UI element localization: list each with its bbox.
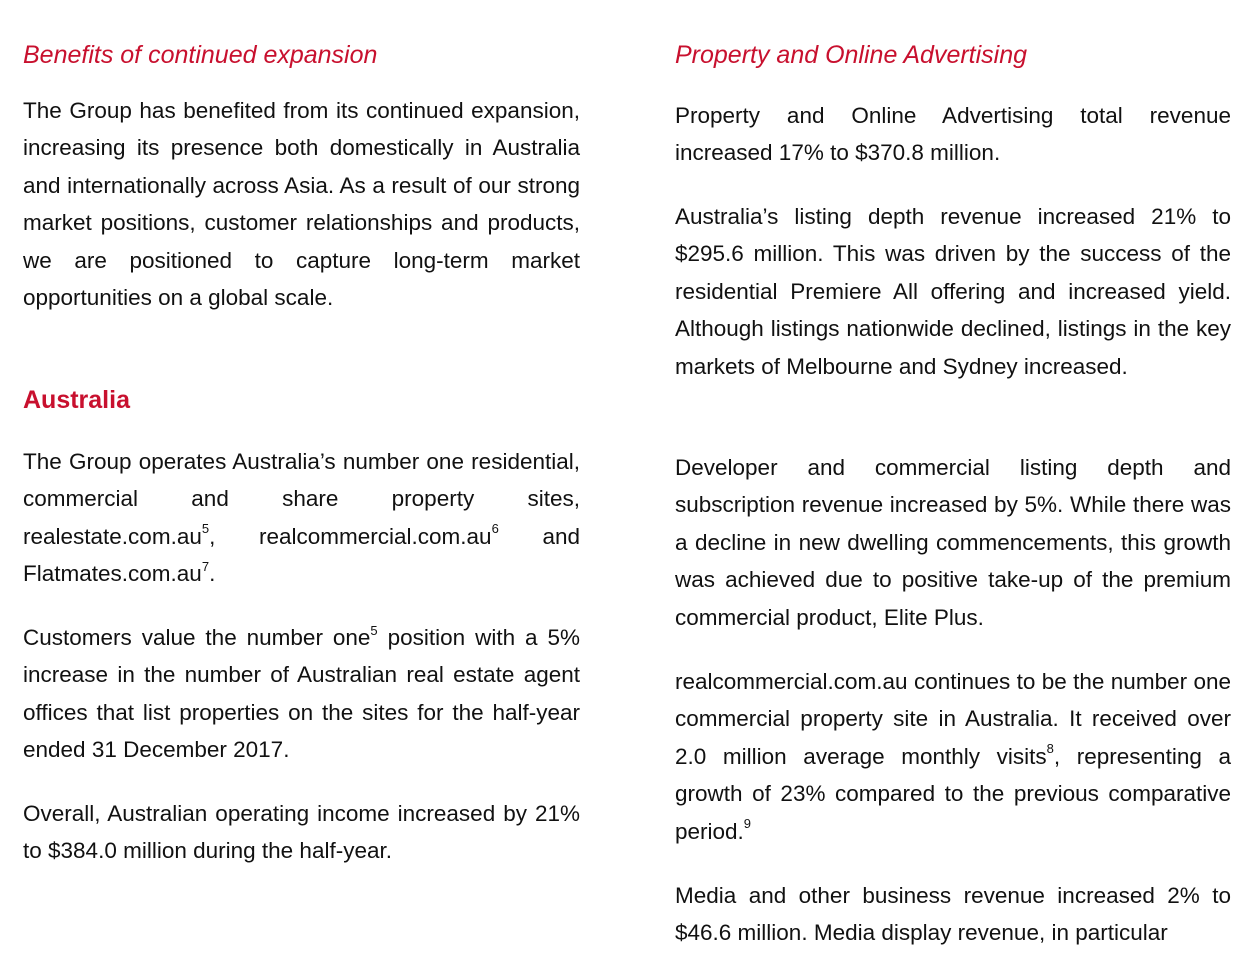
customers-paragraph: Customers value the number one$^5$ position with a 5% increase in the number of Australian real estate agent offices that list properties on the sites for the half-year ended 31 December 2017. [23,622,580,763]
footnote-ref: 5 [370,622,378,638]
benefits-paragraph: The Group has benefited from its continued expansion, increasing its presence both domestically in Australia and internationally across Asia. As a result of our strong market positions, customer relationships and products, we are positioned to capture long-term market opportunities on a global scale. [23,98,580,311]
developer-paragraph: Developer and commercial listing depth and subscription revenue increased by 5%. While there was a decline in new dwelling commencements, this growth was achieved due to positive take-up of the premium commercial product, Elite Plus. [675,455,1231,630]
footnote-ref: 5 [201,521,210,537]
australia-heading: Australia [23,386,130,414]
property-paragraph: Property and Online Advertising total revenue increased 17% to $370.8 million. [675,103,1231,166]
footnote-ref: 9 [743,816,752,832]
australia-paragraph: The Group operates Australia’s number one residential, commercial and share property sites, $realestate.com.au^5$, $realcommercial.com.au^6$ and $Flatmates.com.au^7$. [23,449,581,587]
footnote-ref: 6 [491,521,499,537]
media-paragraph: Media and other business revenue increased 2% to $46.6 million. Media display revenue, in particular [675,883,1231,946]
overall-paragraph: Overall, Australian operating income increased by 21% to $384.0 million during the half-year. [23,801,580,864]
property-heading: Property and Online Advertising [675,41,1028,69]
footnote-ref: 8 [1046,741,1054,757]
realcommercial-paragraph: realcommercial.com.au continues to be the number one commercial property site in Australia. It received over 2.0 million average monthly visits$^8$, representing a growth of 23% compared to the previous comparative period.$^9$ [675,669,1231,844]
benefits-heading: Benefits of continued expansion [23,41,378,69]
footnote-ref: 7 [201,558,210,574]
listing-depth-paragraph: Australia’s listing depth revenue increased 21% to $295.6 million. This was driven by the success of the residential Premiere All offering and increased yield. Although listings nationwide declined, listings in the key markets of Melbourne and Sydney increased. [675,204,1231,379]
